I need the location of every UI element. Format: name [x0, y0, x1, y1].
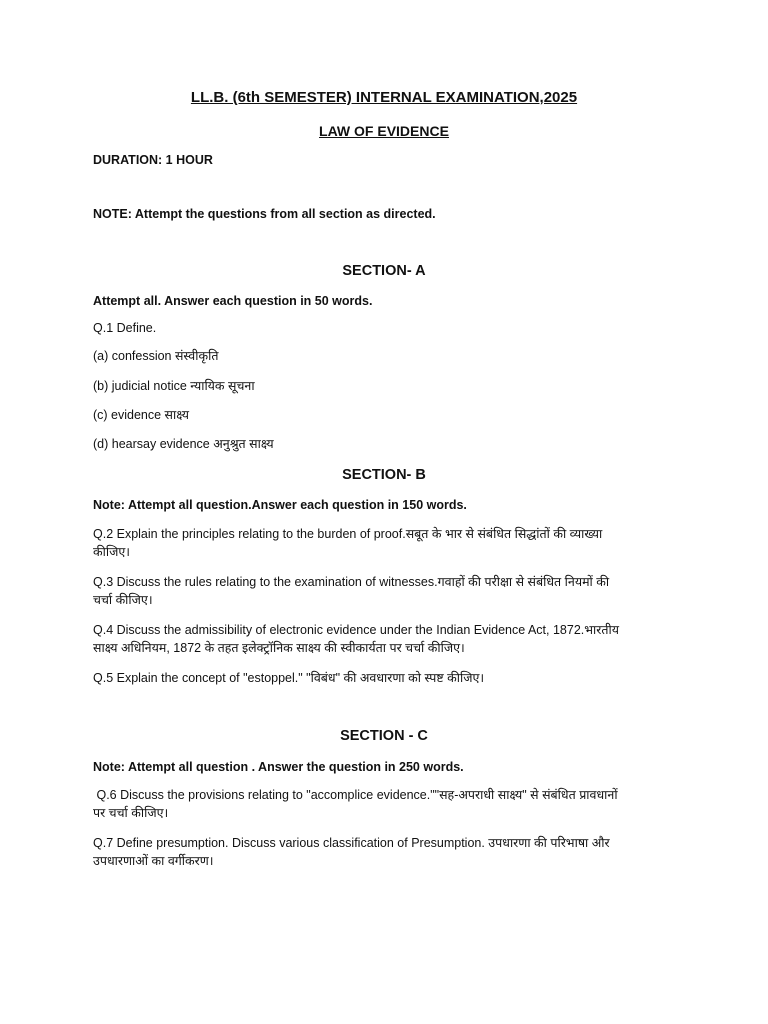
section-b-instruction: Note: Attempt all question.Answer each question in 150 words.: [93, 498, 467, 512]
question-1b: (b) judicial notice न्यायिक सूचना: [93, 379, 255, 393]
question-1c: (c) evidence साक्ष्य: [93, 408, 190, 422]
question-7-line-1: Q.7 Define presumption. Discuss various classification of Presumption. उपधारणा की परिभाषा और: [93, 836, 610, 850]
question-6-line-1: Q.6 Discuss the provisions relating to "accomplice evidence.""सह-अपराधी साक्ष्य" से संबंधित प्रावधानों: [93, 788, 618, 802]
section-b-heading: SECTION- B: [342, 467, 426, 483]
question-1d: (d) hearsay evidence अनुश्रुत साक्ष्य: [93, 437, 274, 451]
question-7-line-2: उपधारणाओं का वर्गीकरण।: [93, 854, 214, 868]
duration-text: DURATION: 1 HOUR: [93, 153, 213, 167]
section-a-heading: SECTION- A: [342, 263, 426, 279]
question-3-line-2: चर्चा कीजिए।: [93, 593, 153, 607]
subject-title: LAW OF EVIDENCE: [319, 123, 449, 139]
question-5-line-1: Q.5 Explain the concept of "estoppel." "विबंध" की अवधारणा को स्पष्ट कीजिए।: [93, 671, 485, 685]
section-c-heading: SECTION - C: [340, 728, 428, 744]
section-c-instruction: Note: Attempt all question . Answer the question in 250 words.: [93, 760, 464, 774]
question-2-line-1: Q.2 Explain the principles relating to the burden of proof.सबूत के भार से संबंधित सिद्धांतों की व्याख्या: [93, 527, 603, 541]
question-1: Q.1 Define.: [93, 321, 157, 335]
general-note: NOTE: Attempt the questions from all section as directed.: [93, 207, 436, 221]
section-a-instruction: Attempt all. Answer each question in 50 words.: [93, 294, 373, 308]
exam-title: LL.B. (6th SEMESTER) INTERNAL EXAMINATION,2025: [190, 89, 578, 106]
question-6-line-2: पर चर्चा कीजिए।: [93, 806, 169, 820]
question-2-line-2: कीजिए।: [93, 545, 131, 559]
question-4-line-1: Q.4 Discuss the admissibility of electronic evidence under the Indian Evidence Act, 1872.भारतीय: [93, 623, 619, 637]
question-4-line-2: साक्ष्य अधिनियम, 1872 के तहत इलेक्ट्रॉनिक साक्ष्य की स्वीकार्यता पर चर्चा कीजिए।: [93, 641, 465, 655]
question-3-line-1: Q.3 Discuss the rules relating to the examination of witnesses.गवाहों की परीक्षा से संबंधित नियमों की: [93, 575, 610, 589]
question-1a: (a) confession संस्वीकृति: [93, 349, 219, 363]
